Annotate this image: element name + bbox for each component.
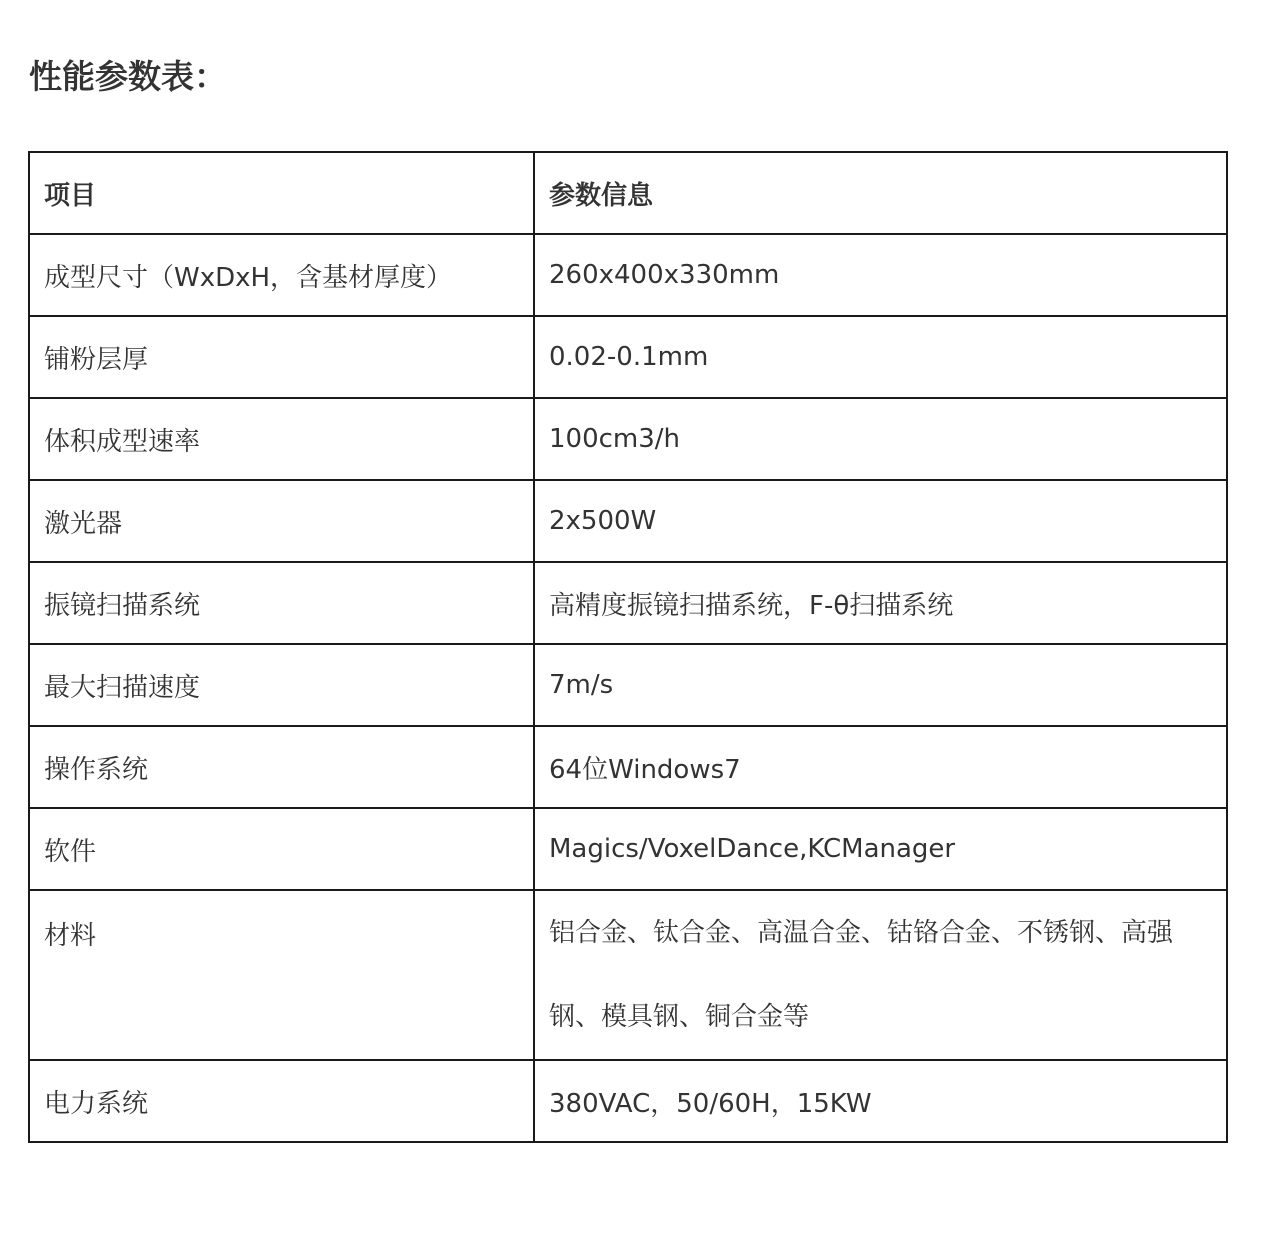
row-value: 2x500W <box>534 480 1227 562</box>
header-value: 参数信息 <box>534 152 1227 234</box>
table-header-row <box>29 152 1227 234</box>
row-value: Magics/VoxelDance,KCManager <box>534 808 1227 890</box>
table-row <box>29 1060 1227 1142</box>
row-item: 电力系统 <box>29 1060 534 1142</box>
row-item: 振镜扫描系统 <box>29 562 534 644</box>
row-item: 操作系统 <box>29 726 534 808</box>
row-value: 高精度振镜扫描系统，F-θ扫描系统 <box>534 562 1227 644</box>
table-row <box>29 726 1227 808</box>
table-row <box>29 562 1227 644</box>
row-item: 铺粉层厚 <box>29 316 534 398</box>
row-value: 260x400x330mm <box>534 234 1227 316</box>
row-item: 体积成型速率 <box>29 398 534 480</box>
row-value: 7m/s <box>534 644 1227 726</box>
table-row <box>29 644 1227 726</box>
row-item: 最大扫描速度 <box>29 644 534 726</box>
row-value: 100cm3/h <box>534 398 1227 480</box>
table-row <box>29 480 1227 562</box>
spec-table <box>28 151 1228 1143</box>
row-item: 成型尺寸（WxDxH，含基材厚度） <box>29 234 534 316</box>
table-row <box>29 398 1227 480</box>
row-value: 0.02-0.1mm <box>534 316 1227 398</box>
row-item: 软件 <box>29 808 534 890</box>
table-row <box>29 890 1227 1060</box>
row-item: 激光器 <box>29 480 534 562</box>
row-value: 380VAC，50/60H，15KW <box>534 1060 1227 1142</box>
page-title: 性能参数表： <box>29 57 227 96</box>
row-item: 材料 <box>29 890 534 1060</box>
table-row <box>29 808 1227 890</box>
header-item: 项目 <box>29 152 534 234</box>
row-value: 64位Windows7 <box>534 726 1227 808</box>
row-value: 铝合金、钛合金、高温合金、钴铬合金、不锈钢、高强钢、模具钢、铜合金等 <box>534 890 1227 1060</box>
table-row <box>29 316 1227 398</box>
table-row <box>29 234 1227 316</box>
